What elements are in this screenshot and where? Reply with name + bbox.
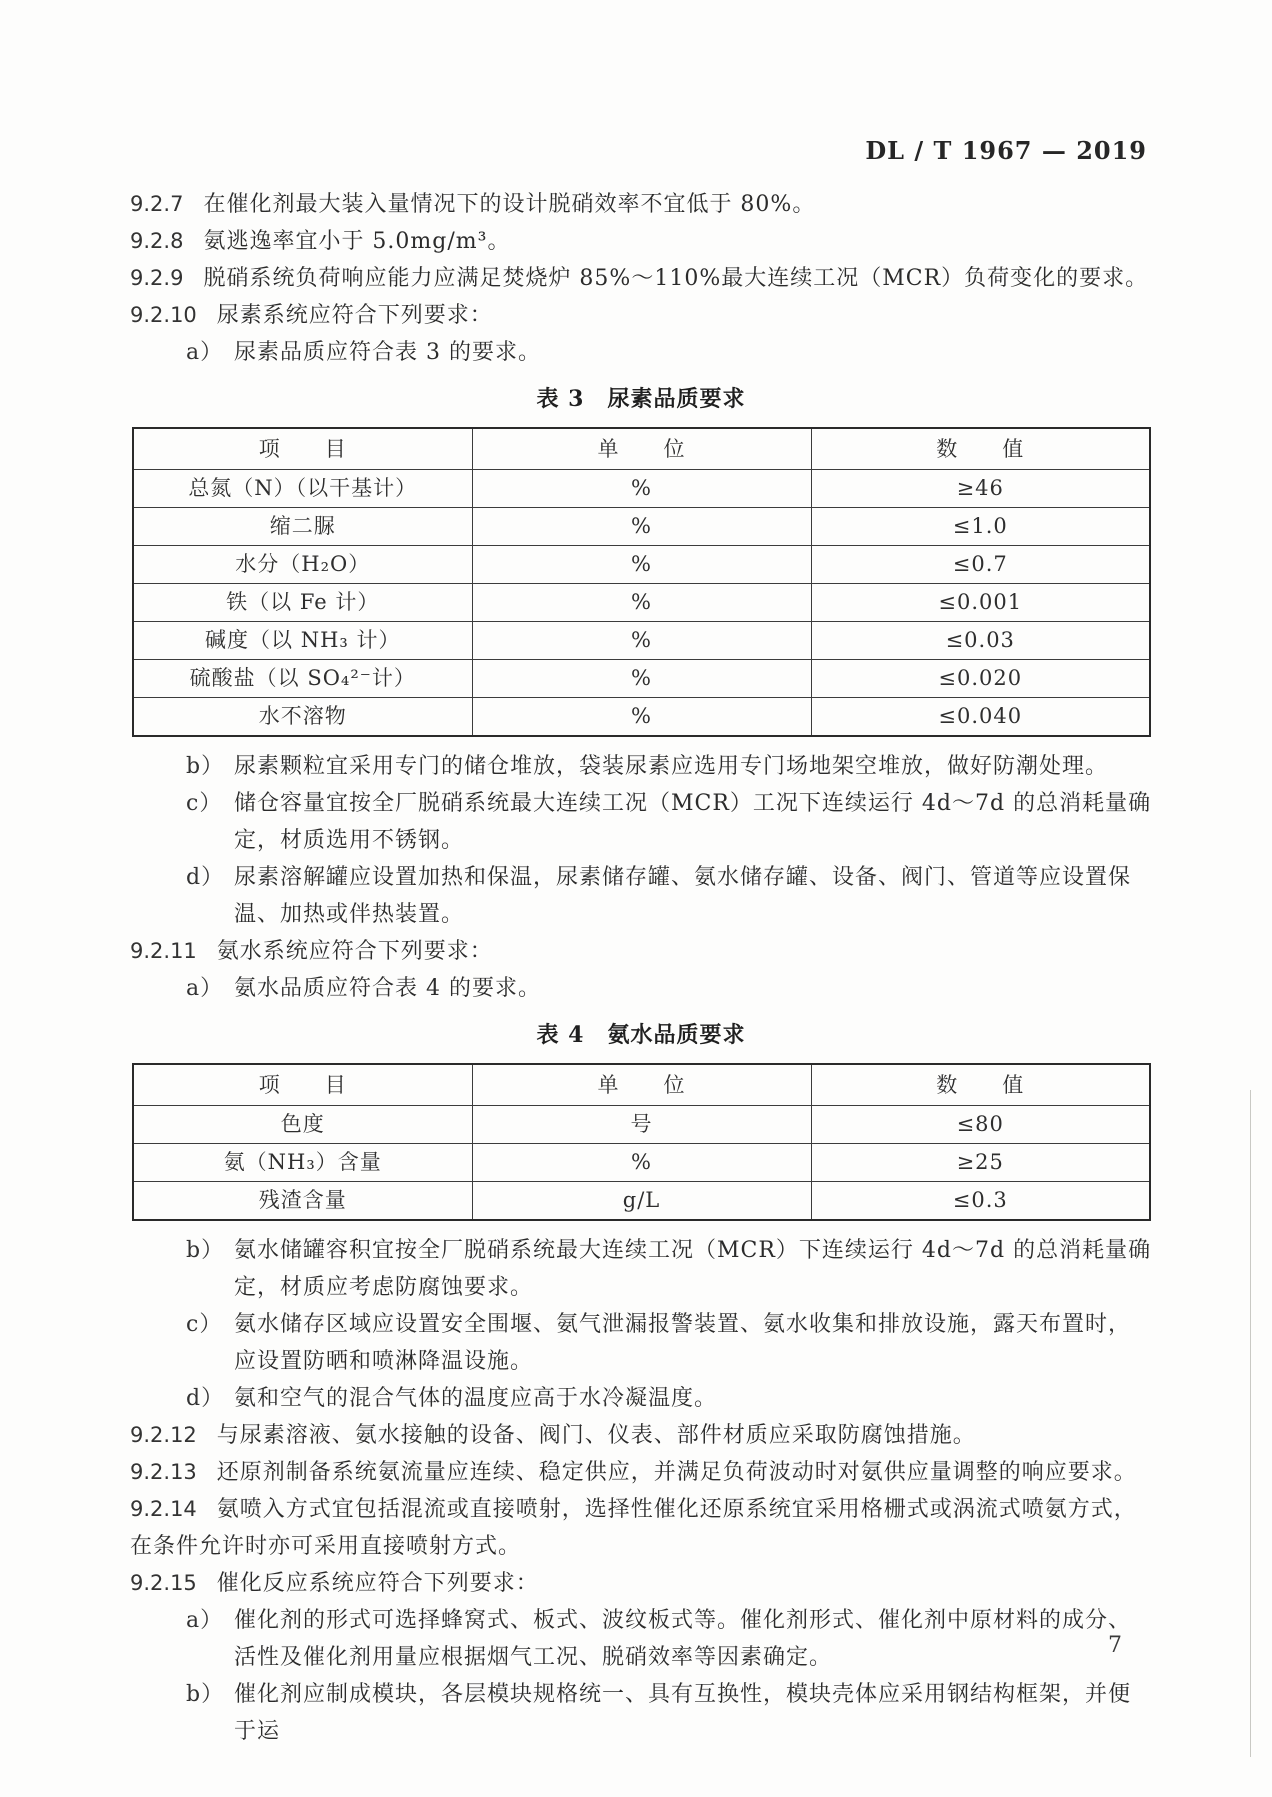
section-number: 9.2.14 (130, 1497, 197, 1521)
value-cell: ≤0.7 (811, 546, 1150, 584)
table-header-row (133, 1064, 1150, 1106)
section-text: 还原剂制备系统氨流量应连续、稳定供应，并满足负荷波动时对氨供应量调整的响应要求。 (216, 1460, 1137, 1485)
unit-cell: % (472, 698, 811, 737)
section-number: 9.2.15 (130, 1571, 197, 1595)
section-text: 脱硝系统负荷响应能力应满足焚烧炉 85%～110%最大连续工况（MCR）负荷变化的要求。 (203, 266, 1149, 291)
value-cell: ≤0.001 (811, 584, 1150, 622)
section-text: 与尿素溶液、氨水接触的设备、阀门、仪表、部件材质应采取防腐蚀措施。 (216, 1423, 976, 1448)
section-number: 9.2.9 (130, 266, 184, 290)
unit-cell: % (472, 1144, 811, 1182)
item-cell: 缩二脲 (133, 508, 472, 546)
list-marker: b） (186, 1682, 225, 1707)
item-cell: 水不溶物 (133, 698, 472, 737)
list-text: 氨和空气的混合气体的温度应高于水冷凝温度。 (234, 1386, 718, 1411)
section-text: 氨水系统应符合下列要求： (216, 939, 493, 964)
table-row (133, 698, 1150, 737)
list-marker: c） (186, 791, 223, 816)
section-9-2-14 (130, 1491, 1152, 1565)
list-item-d (186, 859, 1152, 933)
list-item-c (186, 785, 1152, 859)
document-body (130, 186, 1152, 1750)
standard-number-header: DL / T 1967 — 2019 (865, 136, 1147, 165)
unit-cell: % (472, 546, 811, 584)
list-text: 尿素品质应符合表 3 的要求。 (234, 340, 541, 365)
unit-cell: % (472, 584, 811, 622)
list-text: 氨水储存区域应设置安全围堰、氨气泄漏报警装置、氨水收集和排放设施，露天布置时，应设置防晒和喷淋降温设施。 (234, 1312, 1132, 1374)
list-item-a (186, 1602, 1152, 1676)
item-cell: 氨（NH₃）含量 (133, 1144, 472, 1182)
list-item-b (186, 1676, 1152, 1750)
section-number: 9.2.10 (130, 303, 197, 327)
unit-cell: 号 (472, 1106, 811, 1144)
section-number: 9.2.8 (130, 229, 184, 253)
list-text: 催化剂的形式可选择蜂窝式、板式、波纹板式等。催化剂形式、催化剂中原材料的成分、活性及催化剂用量应根据烟气工况、脱硝效率等因素确定。 (234, 1608, 1132, 1670)
list-text: 氨水品质应符合表 4 的要求。 (234, 976, 541, 1001)
item-cell: 水分（H₂O） (133, 546, 472, 584)
value-cell: ≥25 (811, 1144, 1150, 1182)
table-row (133, 660, 1150, 698)
list-marker: b） (186, 754, 225, 779)
column-header: 单 位 (472, 1064, 811, 1106)
value-cell: ≤0.3 (811, 1182, 1150, 1221)
column-header: 项 目 (133, 1064, 472, 1106)
section-text: 氨喷入方式宜包括混流或直接喷射，选择性催化还原系统宜采用格栅式或涡流式喷氨方式，在条件允许时亦可采用直接喷射方式。 (130, 1497, 1137, 1559)
page-number: 7 (1108, 1633, 1122, 1658)
list-marker: b） (186, 1238, 225, 1263)
list-marker: d） (186, 1386, 225, 1411)
list-marker: a） (186, 340, 224, 365)
list-marker: d） (186, 865, 225, 890)
table-row (133, 546, 1150, 584)
list-item-b (186, 748, 1152, 785)
table-row (133, 508, 1150, 546)
table-row (133, 1106, 1150, 1144)
value-cell: ≤0.020 (811, 660, 1150, 698)
value-cell: ≤1.0 (811, 508, 1150, 546)
item-cell: 残渣含量 (133, 1182, 472, 1221)
list-text: 储仓容量宜按全厂脱硝系统最大连续工况（MCR）工况下连续运行 4d～7d 的总消耗量确定，材质选用不锈钢。 (234, 791, 1152, 853)
list-item-d (186, 1380, 1152, 1417)
table-row (133, 470, 1150, 508)
value-cell: ≤80 (811, 1106, 1150, 1144)
value-cell: ≤0.040 (811, 698, 1150, 737)
section-9-2-7 (130, 186, 1152, 223)
table-row (133, 622, 1150, 660)
column-header: 数 值 (811, 1064, 1150, 1106)
list-item-b (186, 1232, 1152, 1306)
item-cell: 硫酸盐（以 SO₄²⁻计） (133, 660, 472, 698)
section-text: 在催化剂最大装入量情况下的设计脱硝效率不宜低于 80%。 (203, 192, 816, 217)
table-row (133, 1144, 1150, 1182)
item-cell: 铁（以 Fe 计） (133, 584, 472, 622)
table-row (133, 584, 1150, 622)
table3-urea-quality (132, 427, 1151, 737)
table-header-row (133, 428, 1150, 470)
unit-cell: g/L (472, 1182, 811, 1221)
list-item-c (186, 1306, 1152, 1380)
list-item-a (186, 334, 1152, 371)
list-text: 尿素溶解罐应设置加热和保温，尿素储存罐、氨水储存罐、设备、阀门、管道等应设置保温、加热或伴热装置。 (234, 865, 1132, 927)
column-header: 单 位 (472, 428, 811, 470)
table-row (133, 1182, 1150, 1221)
section-text: 尿素系统应符合下列要求： (216, 303, 493, 328)
list-marker: c） (186, 1312, 223, 1337)
section-number: 9.2.12 (130, 1423, 197, 1447)
list-text: 催化剂应制成模块，各层模块规格统一、具有互换性，模块壳体应采用钢结构框架，并便于运 (234, 1682, 1132, 1744)
value-cell: ≥46 (811, 470, 1150, 508)
column-header: 项 目 (133, 428, 472, 470)
list-text: 氨水储罐容积宜按全厂脱硝系统最大连续工况（MCR）下连续运行 4d～7d 的总消耗量确定，材质应考虑防腐蚀要求。 (234, 1238, 1152, 1300)
section-9-2-10 (130, 297, 1152, 334)
list-item-a (186, 970, 1152, 1007)
unit-cell: % (472, 660, 811, 698)
section-number: 9.2.7 (130, 192, 184, 216)
item-cell: 总氮（N）（以干基计） (133, 470, 472, 508)
section-text: 氨逃逸率宜小于 5.0mg/m³。 (203, 229, 511, 254)
unit-cell: % (472, 508, 811, 546)
table4-ammonia-water-quality (132, 1063, 1151, 1221)
item-cell: 碱度（以 NH₃ 计） (133, 622, 472, 660)
list-text: 尿素颗粒宜采用专门的储仓堆放，袋装尿素应选用专门场地架空堆放，做好防潮处理。 (234, 754, 1109, 779)
list-marker: a） (186, 976, 224, 1001)
unit-cell: % (472, 622, 811, 660)
section-text: 催化反应系统应符合下列要求： (216, 1571, 539, 1596)
section-9-2-11 (130, 933, 1152, 970)
item-cell: 色度 (133, 1106, 472, 1144)
scan-edge-artifact (1250, 1090, 1251, 1757)
section-9-2-12 (130, 1417, 1152, 1454)
unit-cell: % (472, 470, 811, 508)
section-9-2-8 (130, 223, 1152, 260)
table3-title: 表 3 尿素品质要求 (536, 386, 746, 412)
table4-title: 表 4 氨水品质要求 (536, 1022, 746, 1048)
value-cell: ≤0.03 (811, 622, 1150, 660)
section-9-2-13 (130, 1454, 1152, 1491)
section-number: 9.2.11 (130, 939, 197, 963)
list-marker: a） (186, 1608, 224, 1633)
section-9-2-9 (130, 260, 1152, 297)
section-9-2-15 (130, 1565, 1152, 1602)
column-header: 数 值 (811, 428, 1150, 470)
section-number: 9.2.13 (130, 1460, 197, 1484)
